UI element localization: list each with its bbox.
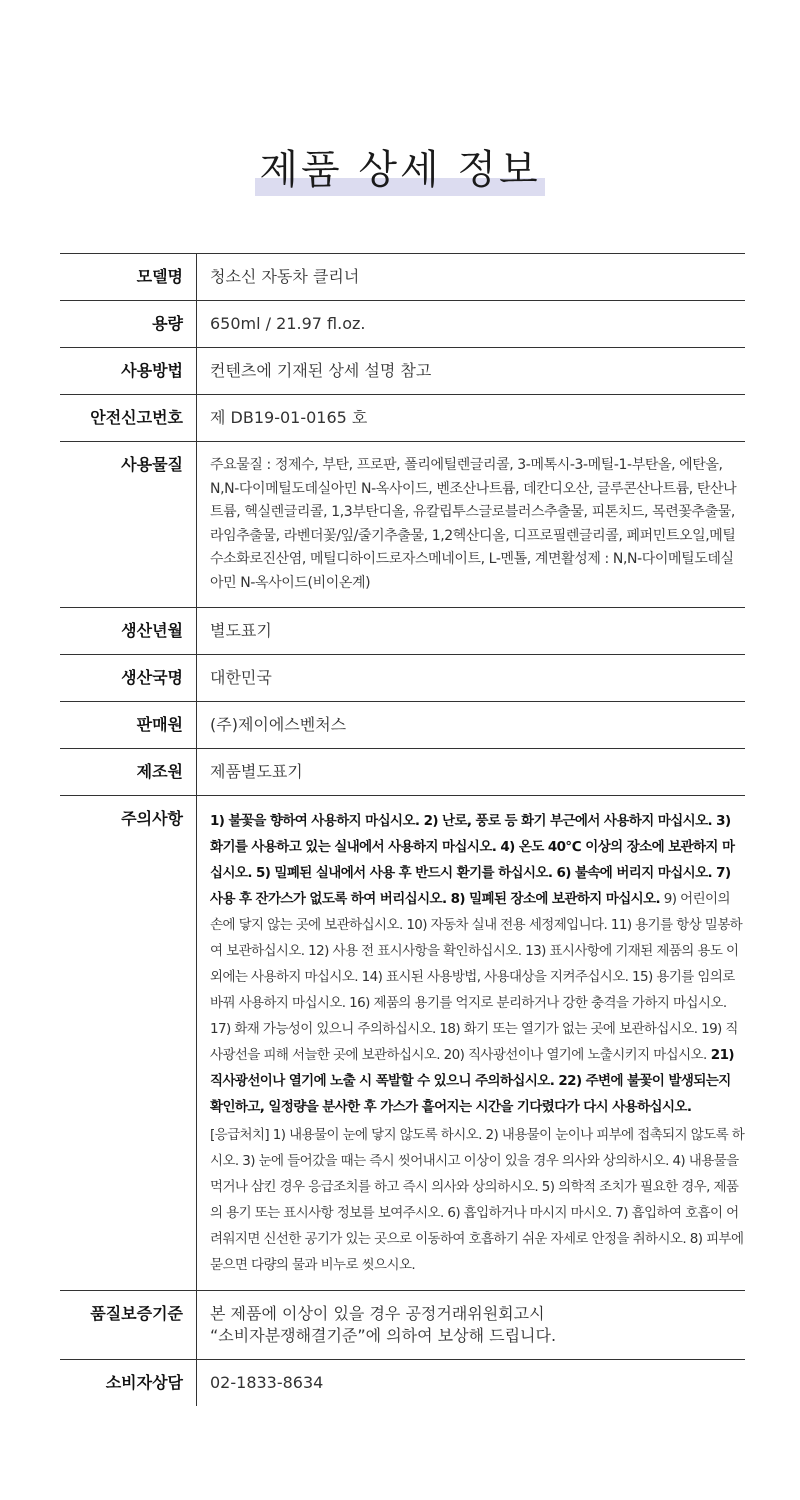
spec-value-ingredients: 주요물질 : 정제수, 부탄, 프로판, 폴리에틸렌글리콜, 3-메톡시-3-메틸-1-부탄올, 에탄올, N,N-다이메틸도데실아민 N-옥사이드, 벤조산나트륨, 데칸디오산, 글루콘산나트륨, 탄산나트륨, 헥실렌글리콜, 1,3부탄디올, 유칼립투스글로블러스추출물, 피톤치드, 목련꽃추출물, 라임추출물, 라벤더꽃/잎/줄기추출물, 1,2헥산디올, 디프로필렌글리콜, 페퍼민트오일,메틸수소화로진산염, 메틸디하이드로자스메네이트, L-멘톨, 계면활성제 : N,N-다이메틸도데실아민 N-옥사이드(비이온계) <box>197 442 746 608</box>
spec-value-quality <box>197 1291 746 1360</box>
spec-value-consumer: 02-1833-8634 <box>210 1373 324 1392</box>
spec-value-safety-number: 제 DB19-01-0165 호 <box>197 395 746 442</box>
spec-value-seller: (주)제이에스벤처스 <box>197 702 746 749</box>
spec-label-ingredients: 사용물질 <box>60 442 197 608</box>
spec-label-seller: 판매원 <box>60 702 197 749</box>
quality-line-2: “소비자분쟁해결기준”에 의하여 보상해 드립니다. <box>210 1326 557 1345</box>
spec-label-consumer: 소비자상담 <box>60 1360 197 1407</box>
spec-row-seller <box>60 702 745 749</box>
spec-row-safety-number <box>60 395 745 442</box>
caution-text-regular: 9) 어린이의 손에 닿지 않는 곳에 보관하십시오. 10) 자동차 실내 전용 세정제입니다. 11) 용기를 항상 밀봉하여 보관하십시오. 12) 사용 전 표시사항을 확인하십시오. 13) 표시사항에 기재된 제품의 용도 이외에는 사용하지 마십시오. 14) 표시된 사용방법, 사용대상을 지켜주십시오. 15) 용기를 임의로 바꿔 사용하지 마십시오. 16) 제품의 용기를 억지로 분리하거나 강한 충격을 가하지 마십시오. 17) 화재 가능성이 있으니 주의하십시오. 18) 화기 또는 열기가 없는 곳에 보관하십시오. 19) 직사광선을 피해 서늘한 곳에 보관하십시오. 20) 직사광선이나 열기에 노출시키지 마십시오. <box>210 891 743 1063</box>
spec-label-usage: 사용방법 <box>60 348 197 395</box>
spec-row-country <box>60 655 745 702</box>
spec-table <box>60 253 745 1406</box>
spec-value-cautions <box>197 796 746 1291</box>
page-title-wrap <box>0 140 800 200</box>
quality-line-1: 본 제품에 이상이 있을 경우 공정거래위원회고시 <box>210 1304 545 1323</box>
caution-text-emphasis-2: 21) 직사광선이나 열기에 노출 시 폭발할 수 있으니 주의하십시오. 22) 주변에 불꽃이 발생되는지 확인하고, 일정량을 분사한 후 가스가 흩어지는 시간을 기다렸다가 다시 사용하십시오. <box>210 1047 734 1115</box>
spec-value-usage: 컨텐츠에 기재된 상세 설명 참고 <box>197 348 746 395</box>
spec-label-quality: 품질보증기준 <box>60 1291 197 1360</box>
spec-label-manufacturer: 제조원 <box>60 749 197 796</box>
caution-warnings <box>210 808 745 1120</box>
spec-value-capacity: 650ml / 21.97 fl.oz. <box>197 301 746 348</box>
caution-first-aid: [응급처치] 1) 내용물이 눈에 닿지 않도록 하시오. 2) 내용물이 눈이나 피부에 접촉되지 않도록 하시오. 3) 눈에 들어갔을 때는 즉시 씻어내시고 이상이 있을 경우 의사와 상의하시오. 4) 내용물을 먹거나 삼킨 경우 응급조치를 하고 즉시 의사와 상의하시오. 5) 의학적 조치가 필요한 경우, 제품의 용기 또는 표시사항 정보를 보여주시오. 6) 흡입하거나 마시지 마시오. 7) 흡입하여 호흡이 어려워지면 신선한 공기가 있는 곳으로 이동하여 호흡하기 쉬운 자세로 안정을 취하시오. 8) 피부에 묻으면 다량의 물과 비누로 씻으시오. <box>210 1127 745 1273</box>
spec-row-consumer <box>60 1360 745 1407</box>
page-title-text: 제품 상세 정보 <box>259 147 541 193</box>
spec-row-manufacturer <box>60 749 745 796</box>
spec-row-cautions <box>60 796 745 1291</box>
spec-value-manufacturer: 제품별도표기 <box>197 749 746 796</box>
spec-label-cautions: 주의사항 <box>60 796 197 1291</box>
page-title <box>255 140 544 200</box>
spec-row-ingredients <box>60 442 745 608</box>
spec-row-quality <box>60 1291 745 1360</box>
spec-value-model: 청소신 자동차 클리너 <box>197 254 746 301</box>
caution-text-emphasis: 1) 불꽃을 향하여 사용하지 마십시오. 2) 난로, 풍로 등 화기 부근에서 사용하지 마십시오. 3) 화기를 사용하고 있는 실내에서 사용하지 마십시오. 4) 온도 40℃ 이상의 장소에 보관하지 마십시오. 5) 밀폐된 실내에서 사용 후 반드시 환기를 하십시오. 6) 불속에 버리지 마십시오. 7) 사용 후 잔가스가 없도록 하여 버리십시오. 8) 밀폐된 장소에 보관하지 마십시오. <box>210 813 735 907</box>
spec-label-country: 생산국명 <box>60 655 197 702</box>
spec-label-model: 모델명 <box>60 254 197 301</box>
spec-row-usage <box>60 348 745 395</box>
spec-label-capacity: 용량 <box>60 301 197 348</box>
spec-label-safety-number: 안전신고번호 <box>60 395 197 442</box>
spec-row-model <box>60 254 745 301</box>
spec-row-production-date <box>60 608 745 655</box>
spec-row-capacity <box>60 301 745 348</box>
spec-value-country: 대한민국 <box>197 655 746 702</box>
spec-label-production-date: 생산년월 <box>60 608 197 655</box>
spec-value-production-date: 별도표기 <box>197 608 746 655</box>
